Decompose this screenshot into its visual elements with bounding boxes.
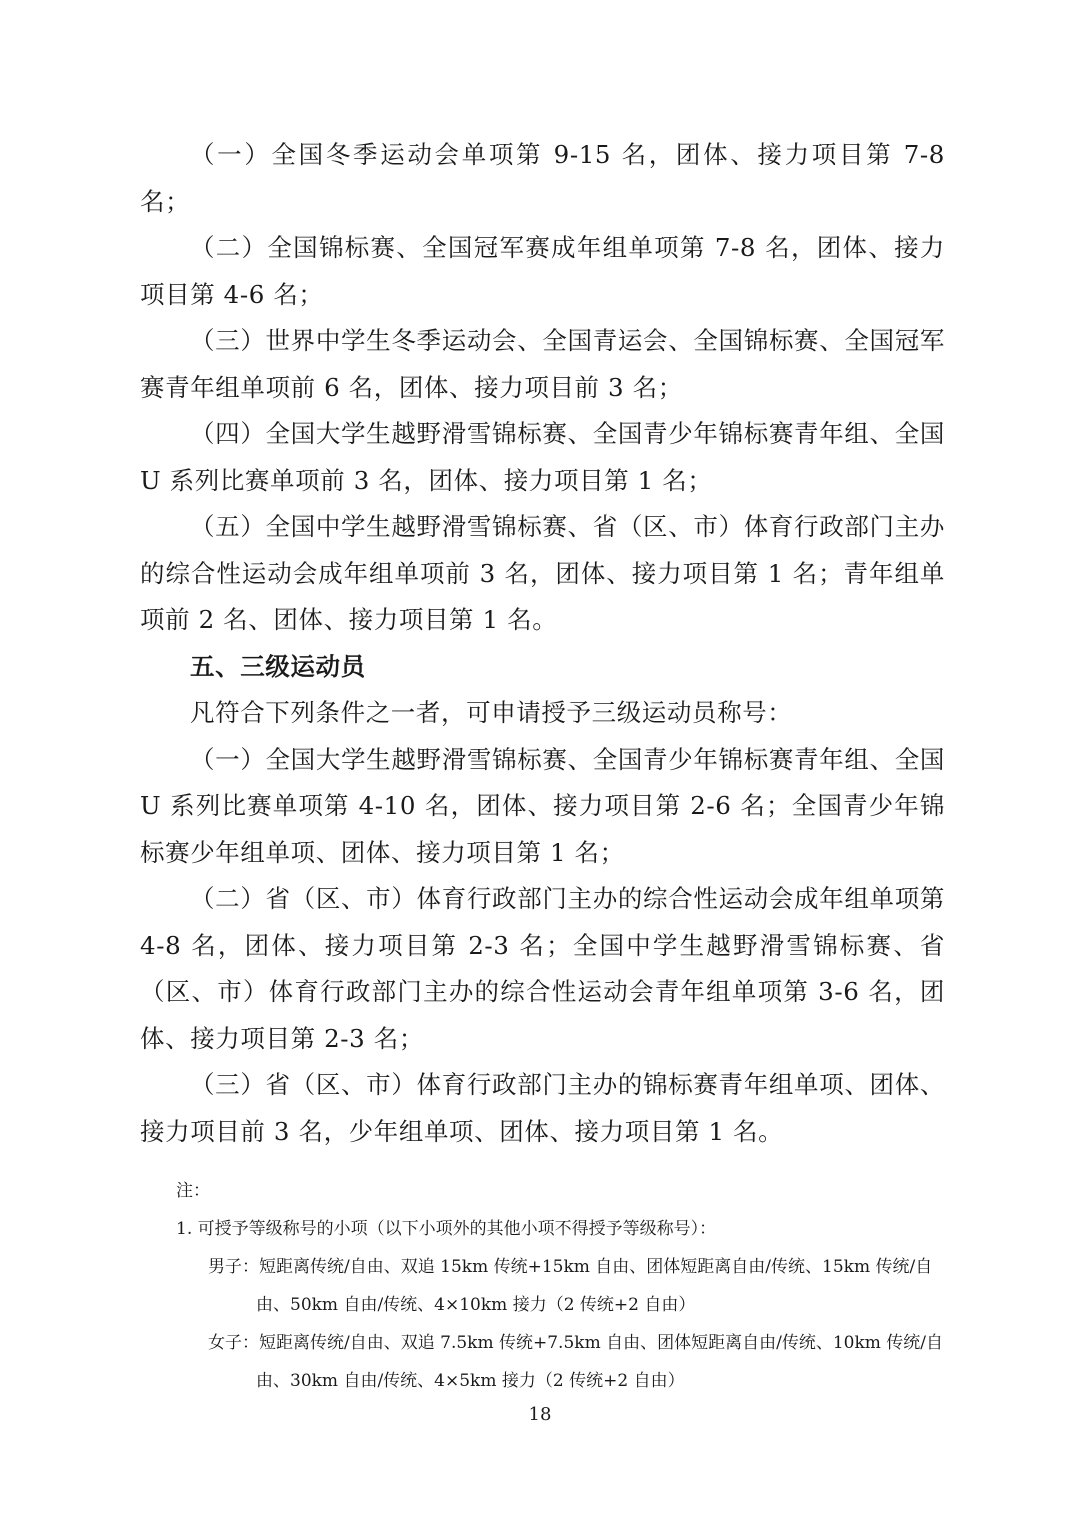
page-number: 18 bbox=[528, 1404, 552, 1425]
paragraph-3: （三）世界中学生冬季运动会、全国青运会、全国锦标赛、全国冠军赛青年组单项前 6 名，团体、接力项目前 3 名； bbox=[140, 326, 945, 402]
section-heading: 五、三级运动员 bbox=[190, 651, 366, 681]
paragraph-4: （四）全国大学生越野滑雪锦标赛、全国青少年锦标赛青年组、全国 U 系列比赛单项前 3 名，团体、接力项目第 1 名； bbox=[140, 419, 945, 495]
paragraph-1: （一）全国冬季运动会单项第 9-15 名，团体、接力项目第 7-8 名； bbox=[140, 140, 945, 216]
note-item-1: 1. 可授予等级称号的小项（以下小项外的其他小项不得授予等级称号）： bbox=[176, 1219, 717, 1239]
paragraph-intro: 凡符合下列条件之一者，可申请授予三级运动员称号： bbox=[190, 698, 793, 727]
paragraph-7: （二）省（区、市）体育行政部门主办的综合性运动会成年组单项第 4-8 名，团体、接力项目第 2-3 名；全国中学生越野滑雪锦标赛、省（区、市）体育行政部门主办的综合性运动会青年组单项第 3-6 名，团体、接力项目第 2-3 名； bbox=[140, 884, 945, 1053]
note-men: 男子：短距离传统/自由、双追 15km 传统+15km 自由、团体短距离自由/传统、15km 传统/自由、50km 自由/传统、4×10km 接力（2 传统+2 自由） bbox=[208, 1257, 933, 1315]
footnotes bbox=[176, 1172, 956, 1400]
paragraph-8: （三）省（区、市）体育行政部门主办的锦标赛青年组单项、团体、接力项目前 3 名，少年组单项、团体、接力项目第 1 名。 bbox=[140, 1070, 945, 1146]
note-women: 女子：短距离传统/自由、双追 7.5km 传统+7.5km 自由、团体短距离自由/传统、10km 传统/自由、30km 自由/传统、4×5km 接力（2 传统+2 自由） bbox=[208, 1333, 944, 1391]
paragraph-5: （五）全国中学生越野滑雪锦标赛、省（区、市）体育行政部门主办的综合性运动会成年组单项前 3 名，团体、接力项目第 1 名；青年组单项前 2 名、团体、接力项目第 1 名。 bbox=[140, 512, 945, 634]
notes-label: 注： bbox=[176, 1181, 210, 1201]
body-text bbox=[140, 132, 945, 1155]
paragraph-6: （一）全国大学生越野滑雪锦标赛、全国青少年锦标赛青年组、全国 U 系列比赛单项第 4-10 名，团体、接力项目第 2-6 名；全国青少年锦标赛少年组单项、团体、接力项目第 1 名； bbox=[140, 744, 945, 867]
paragraph-2: （二）全国锦标赛、全国冠军赛成年组单项第 7-8 名，团体、接力项目第 4-6 名； bbox=[140, 233, 945, 309]
